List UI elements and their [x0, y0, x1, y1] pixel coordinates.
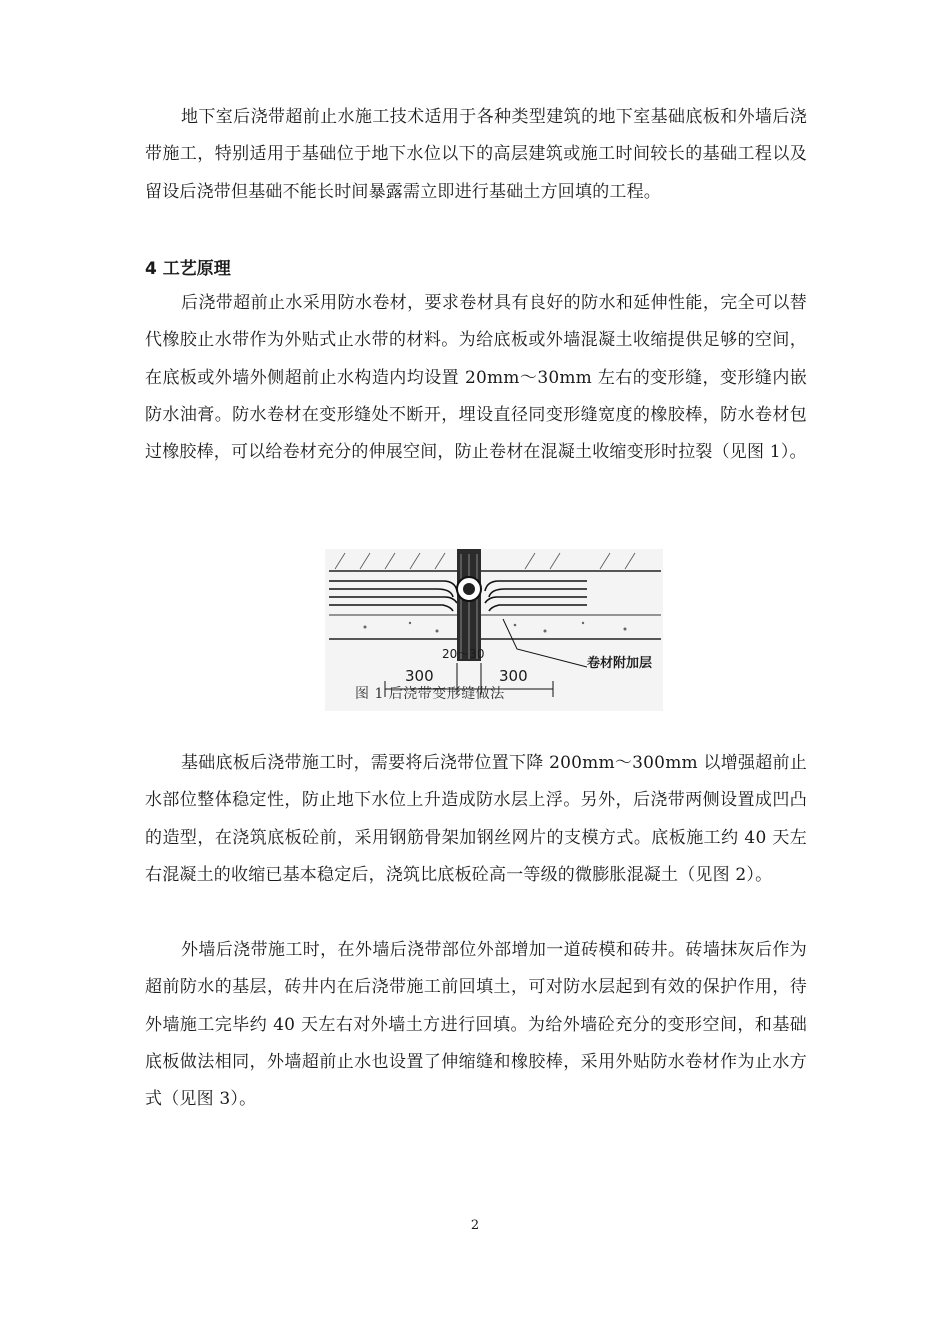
concrete-hatching — [335, 553, 635, 569]
gap-dimension-label: 20～30 — [442, 647, 485, 661]
paragraph-exterior-wall: 外墙后浇带施工时，在外墙后浇带部位外部增加一道砖模和砖井。砖墙抹灰后作为超前防水的基层，砖井内在后浇带施工前回填土，可对防水层起到有效的保护作用，待外墙施工完毕约 40 天左右对外墙土方进行回填。为给外墙砼充分的变形空间，和基础底板做法相同，外墙超前止水也设置了伸缩缝和橡胶棒，采用外贴防水卷材作为止水方式（见图 3）。 — [145, 940, 807, 1110]
page-number: 2 — [470, 1218, 480, 1233]
paragraph-principle: 后浇带超前止水采用防水卷材，要求卷材具有良好的防水和延伸性能，完全可以替代橡胶止水带作为外贴式止水带的材料。为给底板或外墙混凝土收缩提供足够的空间，在底板或外墙外侧超前止水构造内均设置 20mm～30mm 左右的变形缝，变形缝内嵌防水油膏。防水卷材在变形缝处不断开，埋设直径同变形缝宽度的橡胶棒，防水卷材包过橡胶棒，可以给卷材充分的伸展空间，防止卷材在混凝土收缩变形时拉裂（见图 1）。 — [145, 293, 807, 463]
left-dimension-label: 300 — [405, 667, 434, 685]
membrane-layer-label: 卷材附加层 — [587, 656, 653, 671]
aggregate-dots — [364, 622, 627, 633]
section-heading: 4 工艺原理 — [145, 259, 231, 279]
paragraph-base-slab: 基础底板后浇带施工时，需要将后浇带位置下降 200mm～300mm 以增强超前止水部位整体稳定性，防止地下水位上升造成防水层上浮。另外，后浇带两侧设置成凹凸的造型，在浇筑底板砼前，采用钢筋骨架加钢丝网片的支模方式。底板施工约 40 天左右混凝土的收缩已基本稳定后，浇筑比底板砼高一等级的微膨胀混凝土（见图 2）。 — [145, 753, 807, 885]
right-dimension-label: 300 — [499, 667, 528, 685]
figure-caption: 图 1 后浇带变形缝做法 — [355, 686, 505, 702]
paragraph-applicability: 地下室后浇带超前止水施工技术适用于各种类型建筑的地下室基础底板和外墙后浇带施工，特别适用于基础位于地下水位以下的高层建筑或施工时间较长的基础工程以及留设后浇带但基础不能长时间暴露需立即进行基础土方回填的工程。 — [145, 107, 807, 202]
rubber-rod-core — [463, 583, 475, 595]
